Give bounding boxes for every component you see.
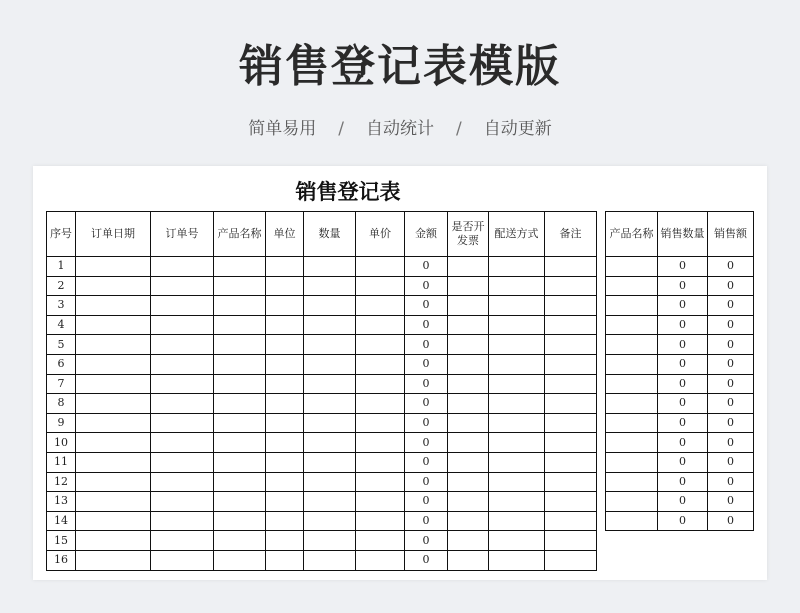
table-cell[interactable]	[356, 315, 405, 335]
table-row	[47, 452, 597, 472]
page-title: 销售登记表模版	[239, 41, 561, 92]
feature-tagline	[0, 114, 800, 139]
product-name-cell[interactable]	[606, 276, 658, 296]
table-row	[606, 492, 754, 512]
table-cell[interactable]	[214, 354, 266, 374]
table-row	[606, 433, 754, 453]
table-cell[interactable]	[489, 452, 545, 472]
row-number-cell[interactable]: 2	[47, 276, 76, 296]
table-cell[interactable]	[151, 374, 214, 394]
row-number-cell[interactable]: 15	[47, 531, 76, 551]
table-row	[47, 550, 597, 570]
product-name-cell[interactable]	[606, 315, 658, 335]
table-cell[interactable]	[448, 433, 489, 453]
table-row	[47, 394, 597, 414]
table-cell[interactable]	[266, 257, 304, 277]
table-cell[interactable]	[266, 315, 304, 335]
table-cell[interactable]	[545, 452, 597, 472]
header-cell: 备注	[545, 212, 597, 257]
header-cell: 配送方式	[489, 212, 545, 257]
table-cell[interactable]	[266, 433, 304, 453]
table-cell[interactable]	[76, 550, 151, 570]
table-cell[interactable]	[151, 413, 214, 433]
table-cell[interactable]	[448, 374, 489, 394]
table-cell[interactable]	[356, 492, 405, 512]
table-cell[interactable]	[151, 531, 214, 551]
sales-amount-cell[interactable]: 0	[708, 296, 754, 316]
table-row	[47, 413, 597, 433]
sales-amount-cell[interactable]: 0	[708, 257, 754, 277]
product-name-cell[interactable]	[606, 257, 658, 277]
table-cell[interactable]	[304, 492, 356, 512]
table-row	[606, 413, 754, 433]
row-number-cell[interactable]: 4	[47, 315, 76, 335]
sales-amount-cell[interactable]: 0	[708, 335, 754, 355]
table-cell[interactable]	[304, 276, 356, 296]
sales-qty-cell[interactable]: 0	[658, 257, 708, 277]
table-row	[606, 335, 754, 355]
table-cell[interactable]	[448, 472, 489, 492]
header-cell: 产品名称	[606, 212, 658, 257]
row-number-cell[interactable]: 11	[47, 452, 76, 472]
table-cell[interactable]	[489, 472, 545, 492]
separator: /	[338, 119, 344, 139]
table-cell[interactable]	[356, 354, 405, 374]
table-cell[interactable]	[356, 433, 405, 453]
table-cell[interactable]	[266, 511, 304, 531]
table-cell[interactable]	[214, 472, 266, 492]
table-cell[interactable]	[76, 433, 151, 453]
row-number-cell[interactable]: 8	[47, 394, 76, 414]
table-cell[interactable]	[448, 394, 489, 414]
table-cell[interactable]	[266, 531, 304, 551]
table-cell[interactable]	[76, 413, 151, 433]
table-cell[interactable]	[214, 452, 266, 472]
feature-auto-update: 自动更新	[483, 119, 552, 139]
table-cell[interactable]	[151, 257, 214, 277]
header-cell: 销售数量	[658, 212, 708, 257]
table-cell[interactable]	[489, 433, 545, 453]
table-cell[interactable]	[545, 413, 597, 433]
table-cell[interactable]	[448, 531, 489, 551]
table-cell[interactable]	[489, 550, 545, 570]
table-cell[interactable]	[545, 550, 597, 570]
sales-qty-cell[interactable]: 0	[658, 492, 708, 512]
table-cell[interactable]	[266, 374, 304, 394]
table-cell[interactable]	[214, 492, 266, 512]
table-cell[interactable]	[76, 531, 151, 551]
amount-cell[interactable]: 0	[405, 354, 448, 374]
table-cell[interactable]	[489, 531, 545, 551]
sales-qty-cell[interactable]: 0	[658, 511, 708, 531]
row-number-cell[interactable]: 9	[47, 413, 76, 433]
table-cell[interactable]	[304, 354, 356, 374]
table-cell[interactable]	[214, 394, 266, 414]
table-cell[interactable]	[151, 433, 214, 453]
row-number-cell[interactable]: 16	[47, 550, 76, 570]
product-name-cell[interactable]	[606, 413, 658, 433]
summary-table-body	[606, 257, 754, 531]
table-cell[interactable]	[545, 472, 597, 492]
table-cell[interactable]	[356, 452, 405, 472]
row-number-cell[interactable]: 3	[47, 296, 76, 316]
table-row	[47, 531, 597, 551]
table-cell[interactable]	[76, 257, 151, 277]
table-cell[interactable]	[356, 472, 405, 492]
table-cell[interactable]	[76, 374, 151, 394]
product-name-cell[interactable]	[606, 296, 658, 316]
table-cell[interactable]	[76, 296, 151, 316]
table-cell[interactable]	[448, 511, 489, 531]
sales-qty-cell[interactable]: 0	[658, 374, 708, 394]
table-cell[interactable]	[304, 531, 356, 551]
table-cell[interactable]	[266, 276, 304, 296]
table-cell[interactable]	[151, 315, 214, 335]
table-row	[47, 315, 597, 335]
row-number-cell[interactable]: 10	[47, 433, 76, 453]
sales-amount-cell[interactable]: 0	[708, 492, 754, 512]
table-cell[interactable]	[448, 296, 489, 316]
table-cell[interactable]	[214, 374, 266, 394]
table-cell[interactable]	[304, 315, 356, 335]
table-cell[interactable]	[545, 433, 597, 453]
header-cell: 单价	[356, 212, 405, 257]
sheet-title: 销售登记表	[295, 179, 401, 204]
table-cell[interactable]	[489, 511, 545, 531]
table-cell[interactable]	[151, 394, 214, 414]
table-cell[interactable]	[356, 394, 405, 414]
header-cell: 是否开发票	[448, 212, 489, 257]
header-cell: 单位	[266, 212, 304, 257]
header-row	[47, 212, 597, 257]
sales-qty-cell[interactable]: 0	[658, 472, 708, 492]
header-cell: 订单日期	[76, 212, 151, 257]
table-cell[interactable]	[356, 550, 405, 570]
table-cell[interactable]	[76, 394, 151, 414]
amount-cell[interactable]: 0	[405, 492, 448, 512]
table-cell[interactable]	[489, 335, 545, 355]
feature-auto-stats: 自动统计	[366, 119, 434, 139]
amount-cell[interactable]: 0	[405, 452, 448, 472]
table-cell[interactable]	[266, 394, 304, 414]
sales-register-table	[46, 211, 597, 571]
sales-qty-cell[interactable]: 0	[658, 413, 708, 433]
table-cell[interactable]	[356, 335, 405, 355]
table-row	[47, 296, 597, 316]
table-cell[interactable]	[266, 335, 304, 355]
table-cell[interactable]	[76, 335, 151, 355]
sales-qty-cell[interactable]: 0	[658, 315, 708, 335]
table-cell[interactable]	[545, 335, 597, 355]
table-cell[interactable]	[304, 511, 356, 531]
table-cell[interactable]	[545, 315, 597, 335]
table-cell[interactable]	[151, 354, 214, 374]
table-row	[47, 492, 597, 512]
table-cell[interactable]	[76, 452, 151, 472]
product-name-cell[interactable]	[606, 394, 658, 414]
table-row	[47, 472, 597, 492]
table-cell[interactable]	[214, 413, 266, 433]
table-cell[interactable]	[266, 492, 304, 512]
table-cell[interactable]	[76, 511, 151, 531]
amount-cell[interactable]: 0	[405, 374, 448, 394]
table-cell[interactable]	[214, 315, 266, 335]
table-row	[606, 452, 754, 472]
sales-amount-cell[interactable]: 0	[708, 374, 754, 394]
table-row	[606, 394, 754, 414]
table-cell[interactable]	[266, 413, 304, 433]
amount-cell[interactable]: 0	[405, 257, 448, 277]
main-table-body	[47, 257, 597, 571]
table-cell[interactable]	[266, 354, 304, 374]
table-cell[interactable]	[356, 374, 405, 394]
header-cell: 金额	[405, 212, 448, 257]
table-row	[606, 276, 754, 296]
amount-cell[interactable]: 0	[405, 335, 448, 355]
table-row	[47, 374, 597, 394]
table-cell[interactable]	[304, 257, 356, 277]
table-cell[interactable]	[448, 354, 489, 374]
table-cell[interactable]	[151, 276, 214, 296]
table-cell[interactable]	[545, 492, 597, 512]
table-cell[interactable]	[266, 550, 304, 570]
table-cell[interactable]	[214, 296, 266, 316]
table-cell[interactable]	[545, 257, 597, 277]
row-number-cell[interactable]: 13	[47, 492, 76, 512]
row-number-cell[interactable]: 1	[47, 257, 76, 277]
table-row	[606, 257, 754, 277]
sales-amount-cell[interactable]: 0	[708, 452, 754, 472]
table-cell[interactable]	[304, 374, 356, 394]
table-cell[interactable]	[545, 276, 597, 296]
sales-amount-cell[interactable]: 0	[708, 511, 754, 531]
table-cell[interactable]	[545, 296, 597, 316]
sales-amount-cell[interactable]: 0	[708, 276, 754, 296]
table-cell[interactable]	[545, 354, 597, 374]
table-cell[interactable]	[214, 531, 266, 551]
table-cell[interactable]	[76, 354, 151, 374]
table-cell[interactable]	[448, 492, 489, 512]
table-cell[interactable]	[151, 492, 214, 512]
product-name-cell[interactable]	[606, 511, 658, 531]
table-row	[606, 374, 754, 394]
amount-cell[interactable]: 0	[405, 531, 448, 551]
table-cell[interactable]	[266, 452, 304, 472]
table-cell[interactable]	[448, 413, 489, 433]
table-cell[interactable]	[151, 511, 214, 531]
table-cell[interactable]	[304, 452, 356, 472]
sales-qty-cell[interactable]: 0	[658, 296, 708, 316]
table-cell[interactable]	[151, 335, 214, 355]
table-cell[interactable]	[151, 550, 214, 570]
amount-cell[interactable]: 0	[405, 315, 448, 335]
table-row	[606, 511, 754, 531]
table-cell[interactable]	[489, 296, 545, 316]
header-cell: 产品名称	[214, 212, 266, 257]
table-cell[interactable]	[356, 531, 405, 551]
table-cell[interactable]	[304, 433, 356, 453]
table-cell[interactable]	[304, 335, 356, 355]
table-cell[interactable]	[489, 315, 545, 335]
table-cell[interactable]	[545, 374, 597, 394]
table-cell[interactable]	[304, 296, 356, 316]
header-row	[606, 212, 754, 257]
row-number-cell[interactable]: 7	[47, 374, 76, 394]
amount-cell[interactable]: 0	[405, 296, 448, 316]
table-cell[interactable]	[214, 276, 266, 296]
table-cell[interactable]	[76, 315, 151, 335]
table-cell[interactable]	[448, 257, 489, 277]
table-cell[interactable]	[304, 394, 356, 414]
table-cell[interactable]	[151, 296, 214, 316]
product-name-cell[interactable]	[606, 452, 658, 472]
table-cell[interactable]	[214, 511, 266, 531]
table-row	[47, 354, 597, 374]
table-row	[606, 354, 754, 374]
table-cell[interactable]	[356, 511, 405, 531]
table-cell[interactable]	[356, 257, 405, 277]
sales-qty-cell[interactable]: 0	[658, 354, 708, 374]
amount-cell[interactable]: 0	[405, 511, 448, 531]
table-row	[47, 433, 597, 453]
table-cell[interactable]	[356, 276, 405, 296]
table-cell[interactable]	[76, 472, 151, 492]
table-cell[interactable]	[76, 276, 151, 296]
row-number-cell[interactable]: 14	[47, 511, 76, 531]
table-row	[606, 315, 754, 335]
sales-amount-cell[interactable]: 0	[708, 315, 754, 335]
table-row	[47, 257, 597, 277]
amount-cell[interactable]: 0	[405, 276, 448, 296]
sales-amount-cell[interactable]: 0	[708, 413, 754, 433]
table-cell[interactable]	[489, 492, 545, 512]
table-cell[interactable]	[214, 335, 266, 355]
amount-cell[interactable]: 0	[405, 433, 448, 453]
table-cell[interactable]	[214, 550, 266, 570]
product-summary-table	[605, 211, 754, 531]
table-cell[interactable]	[151, 452, 214, 472]
sales-qty-cell[interactable]: 0	[658, 276, 708, 296]
table-cell[interactable]	[151, 472, 214, 492]
table-cell[interactable]	[545, 394, 597, 414]
sales-qty-cell[interactable]: 0	[658, 335, 708, 355]
table-cell[interactable]	[76, 492, 151, 512]
table-row	[47, 511, 597, 531]
table-cell[interactable]	[304, 472, 356, 492]
header-cell: 数量	[304, 212, 356, 257]
table-row	[606, 472, 754, 492]
table-cell[interactable]	[448, 276, 489, 296]
amount-cell[interactable]: 0	[405, 394, 448, 414]
sales-qty-cell[interactable]: 0	[658, 452, 708, 472]
amount-cell[interactable]: 0	[405, 550, 448, 570]
header-cell: 序号	[47, 212, 76, 257]
sales-amount-cell[interactable]: 0	[708, 354, 754, 374]
sales-qty-cell[interactable]: 0	[658, 394, 708, 414]
table-cell[interactable]	[448, 335, 489, 355]
product-name-cell[interactable]	[606, 472, 658, 492]
product-name-cell[interactable]	[606, 354, 658, 374]
spreadsheet-sheet	[33, 166, 767, 580]
product-name-cell[interactable]	[606, 433, 658, 453]
product-name-cell[interactable]	[606, 374, 658, 394]
separator: /	[456, 119, 462, 139]
sales-amount-cell[interactable]: 0	[708, 472, 754, 492]
table-row	[47, 276, 597, 296]
table-cell[interactable]	[304, 413, 356, 433]
product-name-cell[interactable]	[606, 335, 658, 355]
table-cell[interactable]	[489, 413, 545, 433]
table-cell[interactable]	[214, 433, 266, 453]
feature-easy: 简单易用	[248, 119, 317, 139]
sales-amount-cell[interactable]: 0	[708, 394, 754, 414]
header-cell: 销售额	[708, 212, 754, 257]
amount-cell[interactable]: 0	[405, 472, 448, 492]
row-number-cell[interactable]: 6	[47, 354, 76, 374]
header-cell: 订单号	[151, 212, 214, 257]
table-cell[interactable]	[266, 472, 304, 492]
amount-cell[interactable]: 0	[405, 413, 448, 433]
table-cell[interactable]	[545, 511, 597, 531]
table-cell[interactable]	[356, 296, 405, 316]
table-cell[interactable]	[448, 452, 489, 472]
table-cell[interactable]	[489, 374, 545, 394]
table-cell[interactable]	[214, 257, 266, 277]
table-row	[606, 296, 754, 316]
sales-qty-cell[interactable]: 0	[658, 433, 708, 453]
table-cell[interactable]	[448, 315, 489, 335]
row-number-cell[interactable]: 5	[47, 335, 76, 355]
row-number-cell[interactable]: 12	[47, 472, 76, 492]
product-name-cell[interactable]	[606, 492, 658, 512]
table-cell[interactable]	[489, 354, 545, 374]
table-cell[interactable]	[489, 394, 545, 414]
table-cell[interactable]	[304, 550, 356, 570]
table-cell[interactable]	[489, 276, 545, 296]
table-cell[interactable]	[489, 257, 545, 277]
sales-amount-cell[interactable]: 0	[708, 433, 754, 453]
table-row	[47, 335, 597, 355]
table-cell[interactable]	[545, 531, 597, 551]
table-cell[interactable]	[448, 550, 489, 570]
table-cell[interactable]	[266, 296, 304, 316]
table-cell[interactable]	[356, 413, 405, 433]
